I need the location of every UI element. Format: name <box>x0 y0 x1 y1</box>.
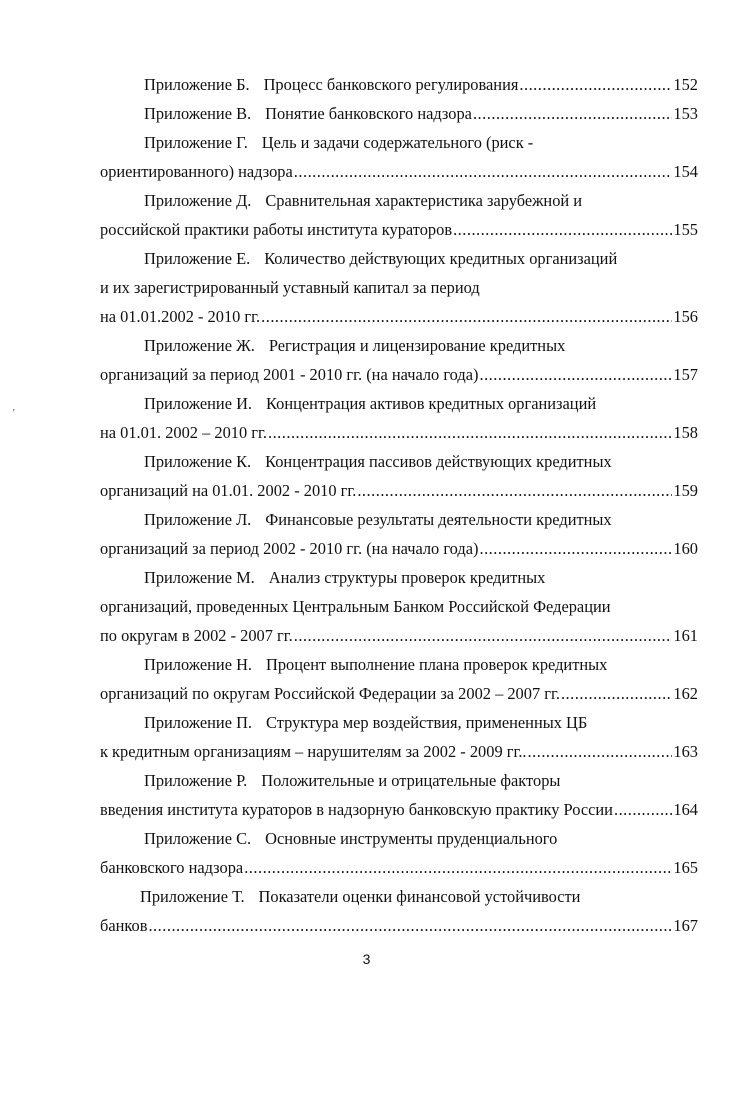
dot-leader <box>261 302 672 331</box>
toc-line <box>100 534 698 563</box>
toc-line <box>100 302 698 331</box>
appendix-title-continued: организаций на 01.01. 2002 - 2010 гг. <box>100 481 357 500</box>
dot-leader <box>473 99 672 128</box>
toc-entry-appendix-i <box>100 389 698 447</box>
appendix-label: Приложение В. <box>144 104 252 123</box>
page-ref: 161 <box>673 626 698 645</box>
appendix-title-continued: организаций, проведенных Центральным Банком Российской Федерации <box>100 597 611 616</box>
toc-entry-appendix-m <box>100 563 698 650</box>
toc-line <box>100 99 698 128</box>
toc-entry-appendix-r <box>100 766 698 824</box>
page-ref: 158 <box>673 423 698 442</box>
toc-line <box>100 911 698 940</box>
dot-leader <box>244 853 672 882</box>
toc-line <box>100 476 698 505</box>
appendix-title: Показатели оценки финансовой устойчивости <box>258 887 581 906</box>
appendix-title-continued: банковского надзора <box>100 858 244 877</box>
appendix-title-continued: организаций по округам Российской Федерации за 2002 – 2007 гг. <box>100 684 560 703</box>
appendix-title: Положительные и отрицательные факторы <box>261 771 561 790</box>
toc-line <box>100 882 698 911</box>
appendix-title-continued: введения института кураторов в надзорную банковскую практику России <box>100 800 613 819</box>
page-ref: 162 <box>673 684 698 703</box>
dot-leader <box>268 418 672 447</box>
appendix-title: Процесс банковского регулирования <box>263 75 519 94</box>
toc-line <box>100 389 698 418</box>
appendix-title-continued: российской практики работы института кураторов <box>100 220 453 239</box>
appendix-title: Концентрация пассивов действующих кредитных <box>265 452 612 471</box>
toc-line <box>100 592 698 621</box>
toc-line <box>100 795 698 824</box>
appendix-label: Приложение Д. <box>144 191 252 210</box>
toc-entry-appendix-b <box>100 70 698 99</box>
appendix-label: Приложение Ж. <box>144 336 255 355</box>
toc-line <box>100 244 698 273</box>
appendix-label: Приложение Б. <box>144 75 250 94</box>
dot-leader <box>479 360 672 389</box>
toc-line <box>100 737 698 766</box>
toc-entry-appendix-n <box>100 650 698 708</box>
toc-line <box>100 708 698 737</box>
toc-entry-appendix-s <box>100 824 698 882</box>
dot-leader <box>148 911 672 940</box>
page-ref: 154 <box>673 162 698 181</box>
toc-line <box>100 128 698 157</box>
stray-scan-mark: ʼ <box>12 408 16 419</box>
toc-entry-appendix-l <box>100 505 698 563</box>
toc-line <box>100 273 698 302</box>
appendix-title-continued: к кредитным организациям – нарушителям за 2002 - 2009 гг.. <box>100 742 527 761</box>
toc-line <box>100 853 698 882</box>
appendix-title: Количество действующих кредитных организаций <box>264 249 618 268</box>
page-ref: 167 <box>673 916 698 935</box>
toc-entry-appendix-p <box>100 708 698 766</box>
dot-leader <box>479 534 672 563</box>
toc-line <box>100 824 698 853</box>
appendix-title: Концентрация активов кредитных организаций <box>266 394 597 413</box>
toc-line <box>100 447 698 476</box>
appendix-label: Приложение С. <box>144 829 252 848</box>
appendix-label: Приложение Т. <box>140 887 245 906</box>
toc-entry-appendix-t <box>100 882 698 940</box>
dot-leader <box>357 476 672 505</box>
toc-line <box>100 70 698 99</box>
toc-entry-appendix-zh <box>100 331 698 389</box>
dot-leader <box>528 737 673 766</box>
toc-line <box>100 186 698 215</box>
toc-line <box>100 418 698 447</box>
toc-line <box>100 331 698 360</box>
appendix-label: Приложение Н. <box>144 655 253 674</box>
toc-line <box>100 563 698 592</box>
appendix-title-continued: по округам в 2002 - 2007 гг. <box>100 626 293 645</box>
appendix-title-continued: на 01.01. 2002 – 2010 гг. <box>100 423 267 442</box>
appendix-title-continued: банков <box>100 916 148 935</box>
toc-entry-appendix-v <box>100 99 698 128</box>
appendix-title-continued: на 01.01.2002 - 2010 гг. <box>100 307 261 326</box>
appendix-label: Приложение М. <box>144 568 255 587</box>
toc-line <box>100 621 698 650</box>
dot-leader <box>453 215 672 244</box>
appendix-title: Регистрация и лицензирование кредитных <box>268 336 566 355</box>
appendix-label: Приложение И. <box>144 394 253 413</box>
page-ref: 157 <box>673 365 698 384</box>
toc-line <box>100 650 698 679</box>
toc-line <box>100 360 698 389</box>
table-of-contents <box>100 70 698 940</box>
dot-leader <box>561 679 672 708</box>
page-ref: 156 <box>673 307 698 326</box>
toc-entry-appendix-e <box>100 244 698 331</box>
dot-leader <box>519 70 672 99</box>
appendix-title: Анализ структуры проверок кредитных <box>268 568 546 587</box>
page-ref: 153 <box>673 104 698 123</box>
toc-entry-appendix-d <box>100 186 698 244</box>
toc-line <box>100 157 698 186</box>
toc-entry-appendix-g <box>100 128 698 186</box>
appendix-label: Приложение П. <box>144 713 253 732</box>
toc-line <box>100 679 698 708</box>
page-ref: 159 <box>673 481 698 500</box>
appendix-title: Процент выполнение плана проверок кредитных <box>266 655 608 674</box>
page-ref: 165 <box>673 858 698 877</box>
toc-line <box>100 505 698 534</box>
dot-leader <box>294 157 673 186</box>
appendix-label: Приложение Г. <box>144 133 248 152</box>
appendix-label: Приложение К. <box>144 452 252 471</box>
appendix-label: Приложение Р. <box>144 771 248 790</box>
appendix-title: Сравнительная характеристика зарубежной и <box>265 191 583 210</box>
toc-entry-appendix-k <box>100 447 698 505</box>
appendix-title: Структура мер воздействия, примененных ЦБ <box>266 713 588 732</box>
dot-leader <box>614 795 672 824</box>
appendix-title: Основные инструменты пруденциального <box>265 829 558 848</box>
appendix-title: Понятие банковского надзора <box>265 104 472 123</box>
page-number: 3 <box>362 951 371 967</box>
appendix-title-continued: организаций за период 2001 - 2010 гг. (на начало года) <box>100 365 479 384</box>
appendix-label: Приложение Е. <box>144 249 251 268</box>
page-ref: 152 <box>673 75 698 94</box>
toc-line <box>100 215 698 244</box>
page-ref: 155 <box>673 220 698 239</box>
dot-leader <box>294 621 673 650</box>
appendix-title-continued: и их зарегистрированный уставный капитал за период <box>100 278 480 297</box>
page-ref: 163 <box>673 742 698 761</box>
appendix-title: Цель и задачи содержательного (риск - <box>261 133 534 152</box>
page-ref: 160 <box>673 539 698 558</box>
appendix-title: Финансовые результаты деятельности кредитных <box>265 510 612 529</box>
appendix-title-continued: организаций за период 2002 - 2010 гг. (на начало года) <box>100 539 479 558</box>
page-ref: 164 <box>673 800 698 819</box>
appendix-label: Приложение Л. <box>144 510 252 529</box>
toc-line <box>100 766 698 795</box>
appendix-title-continued: ориентированного) надзора <box>100 162 293 181</box>
